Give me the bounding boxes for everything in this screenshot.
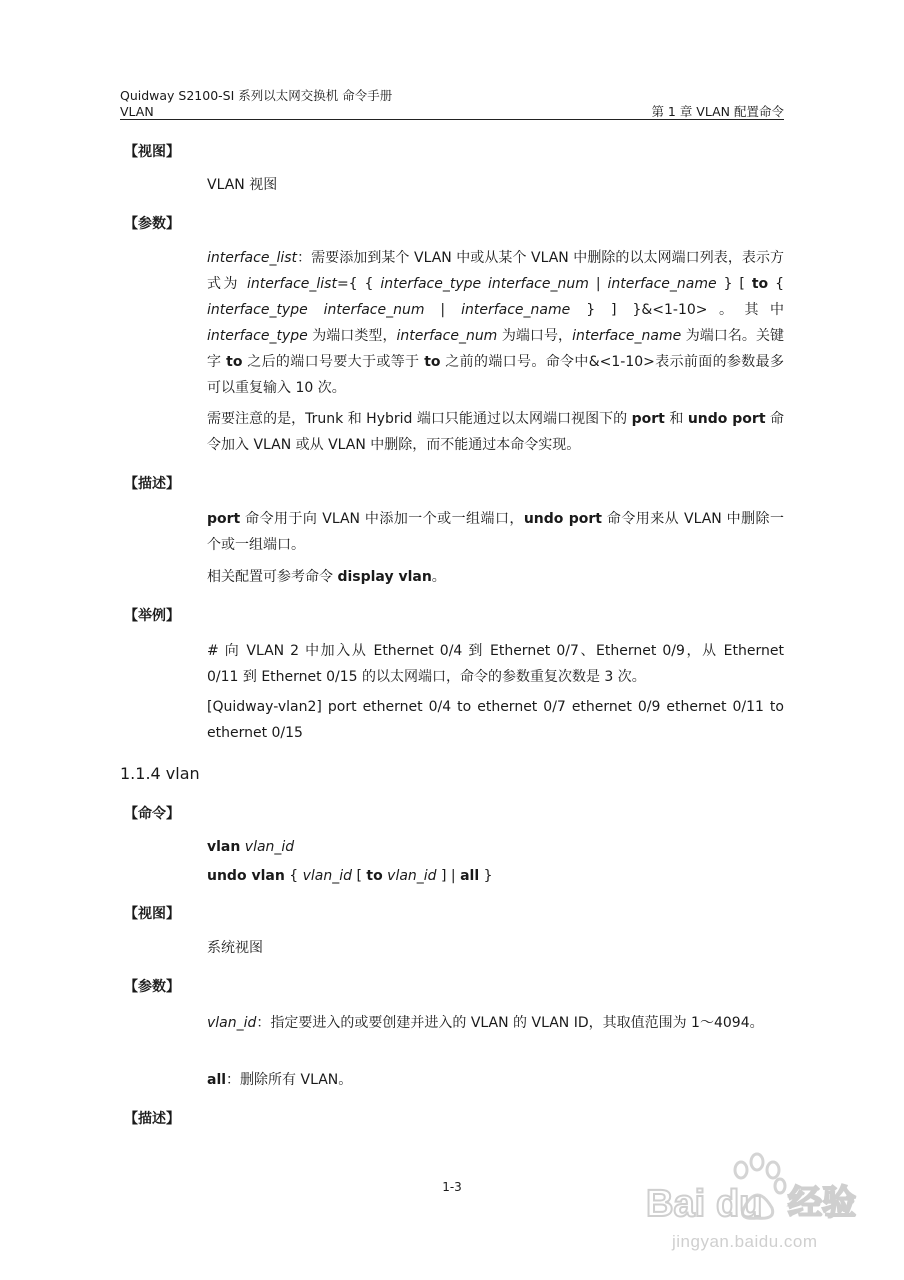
command-heading: 【命令】 — [124, 806, 180, 822]
params-paragraph-2: 需要注意的是，Trunk 和 Hybrid 端口只能通过以太网端口视图下的 port 和 undo port 命令加入 VLAN 或从 VLAN 中删除，而不能通过本命令实现。 — [207, 411, 784, 453]
watermark-brand-du: du — [716, 1183, 763, 1225]
header-rule — [120, 119, 784, 120]
view-text-2: 系统视图 — [207, 940, 263, 956]
params-all: all：删除所有 VLAN。 — [207, 1072, 353, 1088]
example-command: [Quidway-vlan2] port ethernet 0/4 to ethernet 0/7 ethernet 0/9 ethernet 0/11 to ethernet 0/15 — [207, 699, 784, 741]
example-paragraph-1: # 向 VLAN 2 中加入从 Ethernet 0/4 到 Ethernet 0/7、Ethernet 0/9，从 Ethernet 0/11 到 Ethernet 0/15 的以太网端口，命令的参数重复次数是 3 次。 — [207, 643, 784, 685]
params-paragraph-1: interface_list：需要添加到某个 VLAN 中或从某个 VLAN 中删除的以太网端口列表，表示方式为 interface_list={ { interface_type interface_num | interface_name } [ to { interface_type interface_num | interface_name } ] }&<1-10>。其中 interface_type 为端口类型，interface_num 为端口号，interface_name 为端口名。关键字 to 之后的端口号要大于或等于 to 之前的端口号。命令中&<1-10>表示前面的参数最多可以重复输入 10 次。 — [207, 250, 785, 396]
header-chapter: 第 1 章 VLAN 配置命令 — [651, 104, 784, 119]
watermark-url: jingyan.baidu.com — [672, 1232, 818, 1251]
example-heading: 【举例】 — [124, 608, 180, 624]
view-text: VLAN 视图 — [207, 177, 278, 193]
desc-paragraph-2: 相关配置可参考命令 display vlan。 — [207, 569, 446, 585]
page-number: 1-3 — [442, 1180, 462, 1194]
header-product: Quidway S2100-SI 系列以太网交换机 命令手册 — [120, 88, 393, 103]
section-heading-vlan: 1.1.4 vlan — [120, 764, 200, 783]
params-heading-2: 【参数】 — [124, 979, 180, 995]
desc-heading: 【描述】 — [124, 476, 180, 492]
header-section: VLAN — [120, 104, 154, 119]
watermark-brand: Bai — [646, 1183, 706, 1225]
view-heading: 【视图】 — [124, 144, 180, 160]
command-line-1: vlan vlan_id — [207, 839, 295, 855]
params-vlan-id: vlan_id：指定要进入的或要创建并进入的 VLAN 的 VLAN ID，其取值范围为 1～4094。 — [207, 1015, 764, 1031]
watermark-cn: 经验 — [788, 1183, 856, 1223]
params-heading: 【参数】 — [124, 216, 180, 232]
desc-heading-2: 【描述】 — [124, 1111, 180, 1127]
view-heading-2: 【视图】 — [124, 906, 180, 922]
desc-paragraph-1: port 命令用于向 VLAN 中添加一个或一组端口，undo port 命令用来从 VLAN 中删除一个或一组端口。 — [207, 511, 784, 553]
command-line-2: undo vlan { vlan_id [ to vlan_id ] | all } — [207, 868, 493, 884]
